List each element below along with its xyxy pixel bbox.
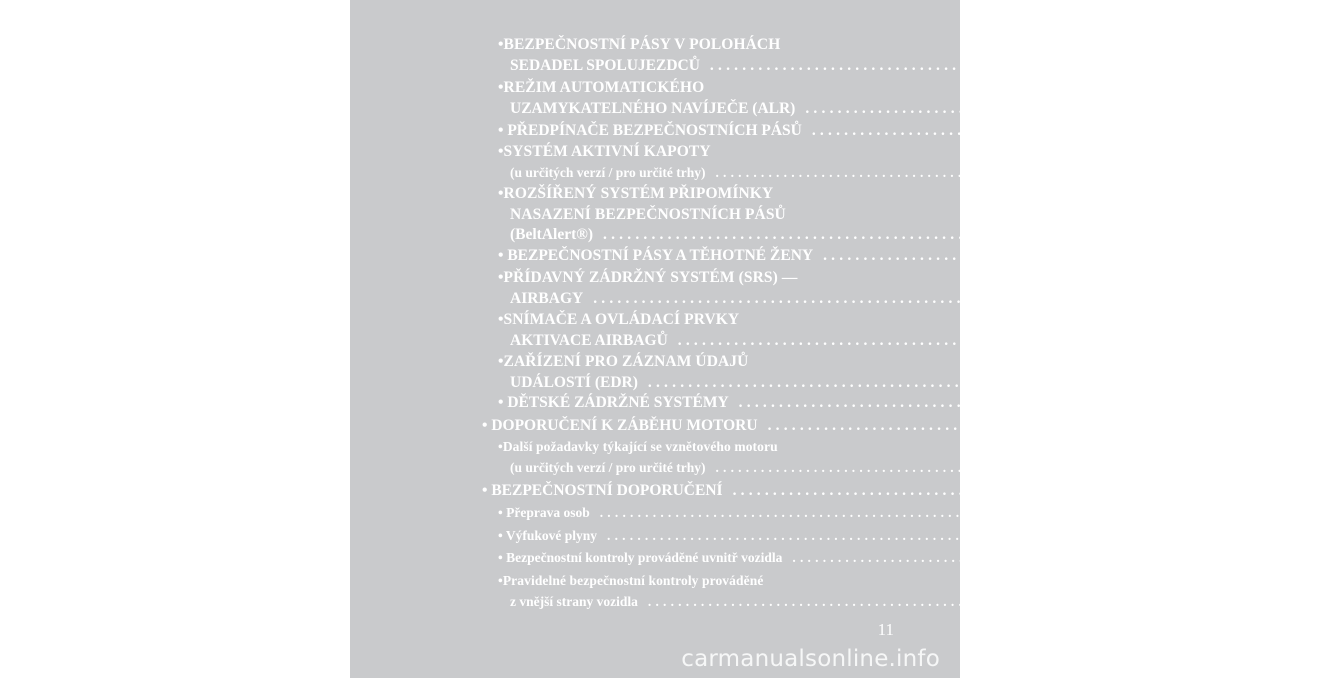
watermark: carmanualsonline.info [681,646,940,672]
toc-entry-title-line: UDÁLOSTÍ (EDR) [510,373,638,391]
toc-page-number: 45 [1229,394,1246,411]
toc-page-number: 54 [1178,459,1192,475]
bullet: • [498,185,504,202]
toc-entry-title-line: BEZPEČNOSTNÍ PÁSY A TĚHOTNÉ ŽENY [507,247,814,264]
bullet: • [498,550,507,565]
leader-dots: ............................................................ [805,99,1290,117]
bullet: • [498,247,508,264]
bullet: • [498,122,508,139]
toc-entry-title-line: (BeltAlert®) [510,226,594,244]
toc-page-number: 35 [1094,226,1110,244]
toc-entry-title-line: (u určitých verzí / pro určité trhy) [510,459,706,475]
toc-entry-title-line: ROZŠÍŘENÝ SYSTÉM PŘIPOMÍNKY [503,185,774,202]
leader-dots: ............................................................ [607,528,1062,543]
toc-page-number: 54 [1062,505,1077,520]
leader-dots: ............................................................ [715,164,1170,180]
toc-entry-title-line: Další požadavky týkající se vznětového motoru [502,439,778,454]
leader-dots: ............................................................ [599,505,1055,520]
bullet: • [498,79,504,96]
toc-page-number: 32 [1178,164,1192,180]
toc-entry-title-line: PŘÍDAVNÝ ZÁDRŽNÝ SYSTÉM (SRS) — [503,269,798,286]
toc-entry-title-line: DĚTSKÉ ZÁDRŽNÉ SYSTÉMY [507,394,729,411]
leader-dots: ............................................................ [767,417,1253,434]
toc-entry-title-line: REŽIM AUTOMATICKÉHO [503,79,705,96]
leader-dots: ............................................................ [792,550,1247,565]
leader-dots: ............................................................ [823,247,1308,264]
toc-page-number: 54 [1223,482,1240,499]
toc-entry-title-line: AIRBAGY [510,289,584,307]
toc-page-number: 54 [1258,417,1275,434]
toc-page-number: 57 [1110,593,1125,609]
toc-entry-title-line: BEZPEČNOSTNÍ PÁSY V POLOHÁCH [503,36,781,53]
toc-page-number: 32 [1296,99,1312,117]
leader-dots: ............................................................ [647,373,1133,391]
leader-dots: ............................................................ [738,394,1224,411]
bullet: • [498,311,504,328]
leader-dots: ............................................................ [647,593,1103,609]
toc-page-number: 55 [1255,550,1269,565]
toc-entry-title-line: SNÍMAČE A OVLÁDACÍ PRVKY [503,311,740,328]
toc-page-number: 35 [1084,289,1100,307]
bullet: • [482,417,492,434]
leader-dots: ............................................................ [811,122,1297,139]
toc-page-number: 44 [1138,373,1155,391]
bullet: • [498,528,506,543]
leader-dots: ............................................................ [732,482,1218,499]
toc-entry-title-line: AKTIVACE AIRBAGŮ [510,331,668,349]
bullet: • [498,505,507,520]
bullet: • [498,143,504,160]
bullet: • [498,439,503,454]
toc-entry-title-line: (u určitých verzí / pro určité trhy) [510,164,706,180]
bullet: • [498,36,504,53]
toc-entry-title-line: BEZPEČNOSTNÍ DOPORUČENÍ [491,482,723,499]
toc-page-number: 39 [1168,331,1185,349]
toc-entry-title-line: UZAMYKATELNÉHO NAVÍJEČE (ALR) [510,99,796,117]
page-number: 11 [877,620,894,639]
bullet: • [498,394,508,411]
toc-entry-title-line: Pravidelné bezpečnostní kontroly prováděné [502,573,764,588]
bullet: • [498,269,504,286]
toc-entry-title-line: z vnější strany vozidla [510,593,638,609]
toc-entry-title-line: Bezpečnostní kontroly prováděné uvnitř vozidla [506,550,783,565]
toc-entry-title-line: ZAŘÍZENÍ PRO ZÁZNAM ÚDAJŮ [503,353,749,370]
toc-entry-title-line: Výfukové plyny [505,528,598,543]
leader-dots: ............................................................ [603,226,1088,244]
toc-entry-title-line: NASAZENÍ BEZPEČNOSTNÍCH PÁSŮ [510,205,786,223]
bullet: • [498,573,503,588]
toc-entry-title-line: SYSTÉM AKTIVNÍ KAPOTY [503,143,711,160]
toc-page-number: 35 [1314,247,1330,264]
toc-page-number: 31 [1200,56,1217,74]
left-margin [0,0,350,678]
toc-page-number: 32 [1302,122,1319,139]
leader-dots: ............................................................ [709,56,1195,74]
leader-dots: ............................................................ [677,331,1163,349]
manual-page [350,0,1330,678]
leader-dots: ............................................................ [593,289,1078,307]
toc-page-number: 55 [1070,528,1084,543]
bullet: • [482,482,492,499]
table-of-contents [350,0,1330,678]
bullet: • [498,353,504,370]
toc-entry-title-line: SEDADEL SPOLUJEZDCŮ [510,56,700,74]
leader-dots: ............................................................ [715,459,1170,475]
toc-entry-title-line: DOPORUČENÍ K ZÁBĚHU MOTORU [491,417,758,434]
toc-entry-title-line: Přeprava osob [506,505,590,520]
toc-entry-title-line: PŘEDPÍNAČE BEZPEČNOSTNÍCH PÁSŮ [507,122,802,139]
